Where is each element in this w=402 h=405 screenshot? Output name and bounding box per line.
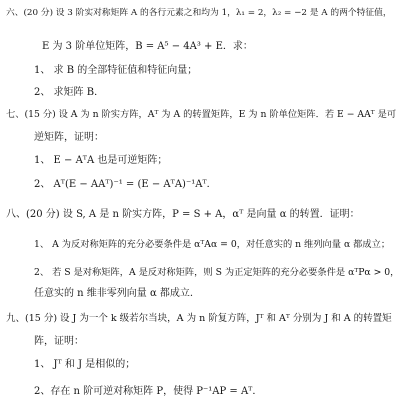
problem-8-item-2-continuation: 任意实的 n 维非零列向量 α 都成立.: [34, 288, 194, 299]
problem-6-item-1: 1、 求 B 的全部特征值和特征向量；: [34, 65, 198, 76]
problem-8-item-2: 2、 若 S 是对称矩阵，A 是反对称矩阵，则 S 为正定矩阵的充分必要条件是 αᵀPα > 0，: [34, 267, 400, 278]
problem-9-item-1: 1、 Jᵀ 和 J 是相似的；: [34, 359, 136, 370]
problem-8-item-1: 1、 A 为反对称矩阵的充分必要条件是 αᵀAα = 0，对任意实的 n 维列向量 α 都成立；: [34, 239, 391, 250]
problem-7-continuation: 逆矩阵，证明：: [34, 132, 104, 143]
problem-7-header: 七、(15 分) 设 A 为 n 阶实方阵，Aᵀ 为 A 的转置矩阵，E 为 n 阶单位矩阵．若 E − AAᵀ 是可: [6, 109, 397, 120]
problem-6-continuation: E 为 3 阶单位矩阵，B = A⁵ − 4A³ + E．求：: [42, 41, 253, 52]
problem-6-item-2: 2、 求矩阵 B．: [34, 87, 105, 98]
problem-9-header: 九、(15 分) 设 J 为一个 k 级若尔当块，A 为 n 阶复方阵，Jᵀ 和 Aᵀ 分别为 J 和 A 的转置矩: [6, 313, 392, 324]
problem-9-continuation: 阵，证明：: [34, 336, 84, 347]
problem-6-header: 六、(20 分) 设 3 阶实对称矩阵 A 的各行元素之和均为 1，λ₁ = 2，λ₂ = −2 是 A 的两个特征值，: [6, 8, 392, 18]
problem-9-item-2: 2、存在 n 阶可逆对称矩阵 P，使得 P⁻¹AP = Aᵀ．: [34, 386, 263, 397]
problem-7-item-2: 2、 Aᵀ(E − AAᵀ)⁻¹ = (E − AᵀA)⁻¹Aᵀ．: [34, 179, 217, 190]
problem-8-header: 八、(20 分) 设 S, A 是 n 阶实方阵，P = S + A，αᵀ 是向量 α 的转置．证明：: [6, 209, 360, 220]
problem-7-item-1: 1、 E − AᵀA 也是可逆矩阵；: [34, 155, 168, 166]
